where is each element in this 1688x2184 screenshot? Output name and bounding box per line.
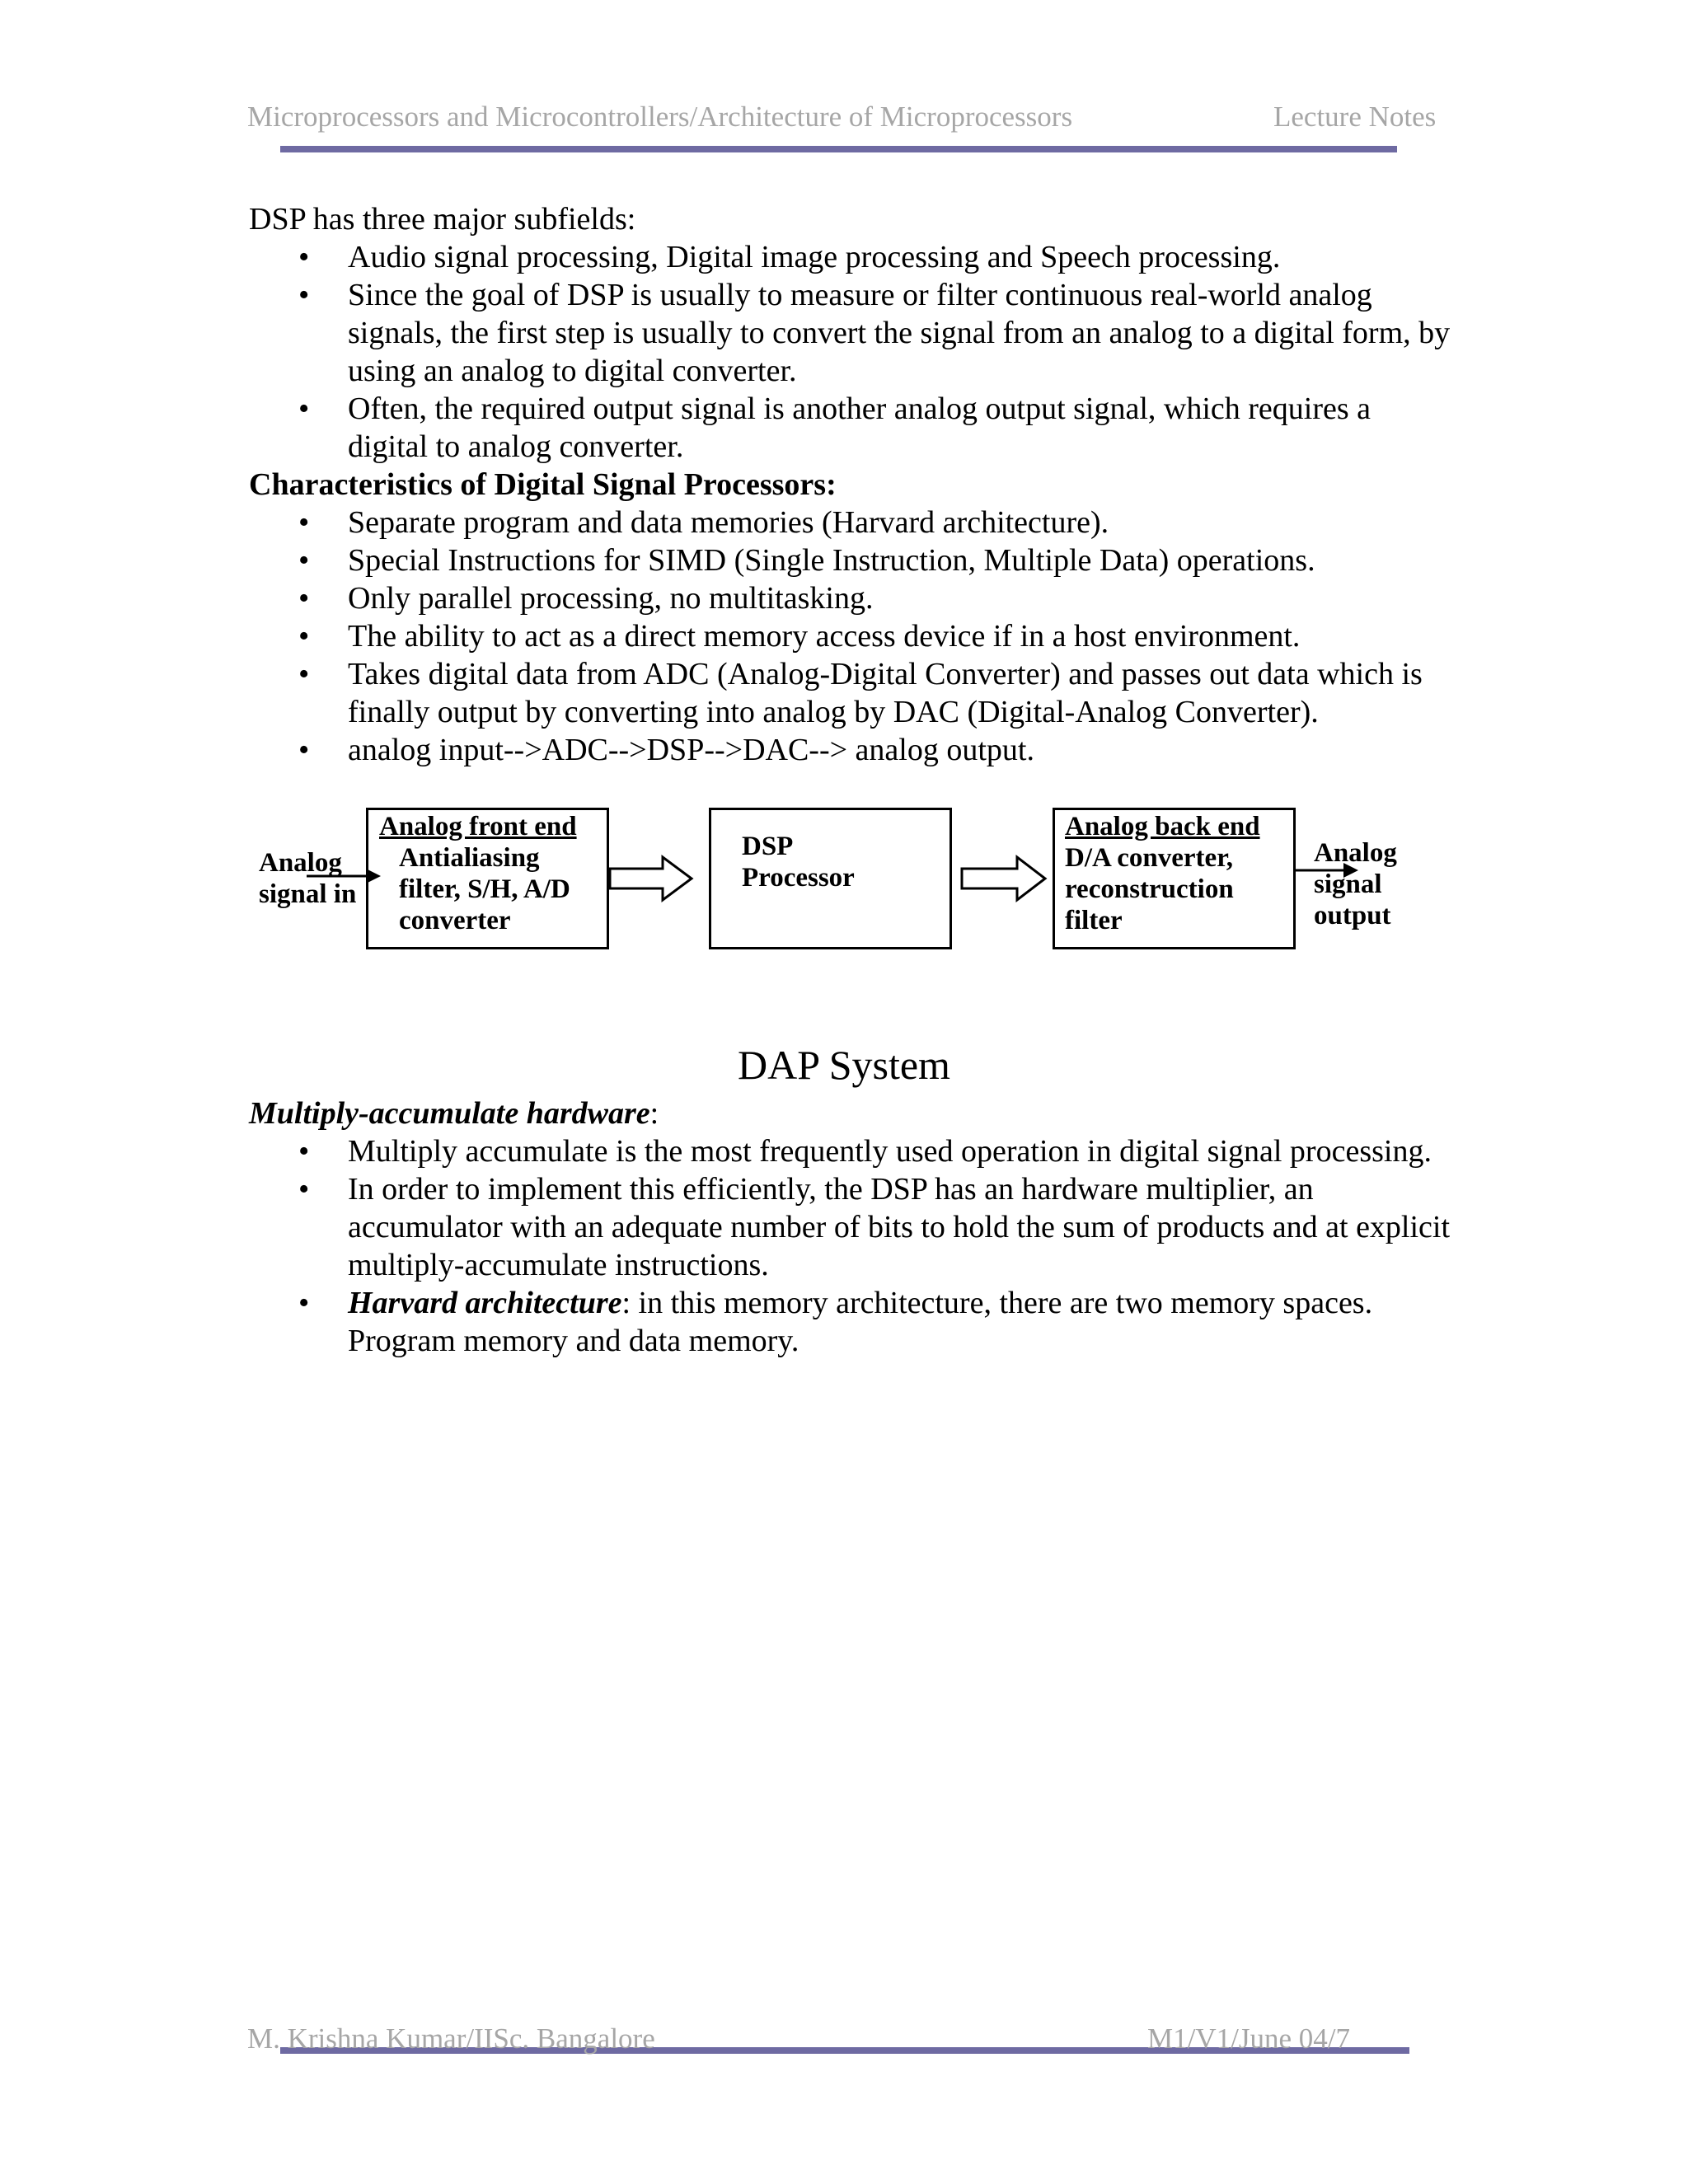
header-title: Microprocessors and Microcontrollers/Architecture of Microprocessors	[247, 101, 1073, 133]
output-label-line2: signal	[1314, 869, 1382, 899]
list-item	[249, 1132, 1452, 1170]
dsp-line2: Processor	[742, 863, 855, 893]
back-end-line3: filter	[1065, 906, 1123, 935]
back-end-line2: reconstruction	[1065, 874, 1234, 904]
bullet-icon: •	[298, 240, 310, 274]
mac-heading-line	[249, 1094, 1452, 1132]
list-item-text: Audio signal processing, Digital image processing and Speech processing.	[348, 240, 1281, 274]
back-end-line1: D/A converter,	[1065, 843, 1234, 873]
list-item	[249, 390, 1452, 466]
mac-section	[249, 1094, 1452, 1360]
main-content	[249, 200, 1452, 769]
back-end-title: Analog back end	[1065, 812, 1260, 841]
intro-lead: DSP has three major subfields:	[249, 202, 636, 237]
diagram-caption: DAP System	[738, 1042, 950, 1088]
hollow-arrow-icon	[610, 857, 692, 900]
list-item	[249, 1284, 1452, 1360]
list-item-text: Takes digital data from ADC (Analog-Digital Converter) and passes out data which is finally output by converting into analog by DAC (Digital-Analog Converter).	[348, 657, 1423, 729]
bullet-icon: •	[298, 1134, 310, 1169]
list-item-text: Multiply accumulate is the most frequently used operation in digital signal processing.	[348, 1134, 1432, 1169]
list-item-text: Separate program and data memories (Harvard architecture).	[348, 505, 1109, 540]
bullet-icon: •	[298, 505, 310, 540]
bullet-icon: •	[298, 733, 310, 767]
characteristics-list	[249, 504, 1452, 769]
list-item-text: Only parallel processing, no multitasking.	[348, 581, 874, 616]
list-item	[249, 504, 1452, 541]
output-label-line3: output	[1314, 901, 1391, 930]
input-label-line1: Analog	[259, 848, 342, 878]
list-item-text: Often, the required output signal is another analog output signal, which requires a digital to analog converter.	[348, 391, 1372, 464]
bullet-icon: •	[298, 391, 310, 426]
header-rule	[280, 146, 1397, 152]
dsp-line1: DSP	[742, 832, 794, 861]
list-item-text: In order to implement this efficiently, the DSP has an hardware multiplier, an accumulator with an adequate number of bits to hold the sum of products and at explicit multiply-accumulate instructions.	[348, 1172, 1451, 1282]
list-item	[249, 617, 1452, 655]
mac-heading-suffix: :	[649, 1096, 659, 1131]
bullet-icon: •	[298, 657, 310, 691]
bullet-icon: •	[298, 619, 310, 654]
header-label: Lecture Notes	[1273, 101, 1437, 133]
bullet-icon: •	[298, 581, 310, 616]
list-item-text: The ability to act as a direct memory access device if in a host environment.	[348, 619, 1301, 654]
bullet-icon: •	[298, 543, 310, 578]
footer-author: M. Krishna Kumar/IISc. Bangalore	[247, 2022, 655, 2055]
front-end-line2: filter, S/H, A/D	[399, 874, 570, 904]
bullet-icon: •	[298, 1172, 310, 1207]
intro-list	[249, 238, 1452, 466]
input-label-line2: signal in	[259, 879, 357, 909]
list-item	[249, 276, 1452, 390]
mac-list	[249, 1132, 1452, 1360]
list-item	[249, 579, 1452, 617]
bullet-icon: •	[298, 278, 310, 312]
list-item-text: Special Instructions for SIMD (Single Instruction, Multiple Data) operations.	[348, 543, 1315, 578]
list-item	[249, 1170, 1452, 1284]
dap-block-diagram	[249, 806, 1452, 979]
output-label-line1: Analog	[1314, 838, 1397, 868]
front-end-line3: converter	[399, 906, 511, 935]
characteristics-heading: Characteristics of Digital Signal Processors:	[249, 467, 837, 502]
list-item	[249, 238, 1452, 276]
list-item-text: Since the goal of DSP is usually to measure or filter continuous real-world analog signals, the first step is usually to convert the signal from an analog to a digital form, by using an analog to digital converter.	[348, 278, 1451, 388]
footer-page-ref: M1/V1/June 04/7	[1147, 2022, 1350, 2055]
harvard-text: : in this memory architecture, there are two memory spaces. Program memory and data memory.	[348, 1286, 1373, 1358]
list-item	[249, 655, 1452, 731]
bullet-icon: •	[298, 1286, 310, 1320]
list-item	[249, 541, 1452, 579]
front-end-title: Analog front end	[379, 812, 577, 841]
harvard-term: Harvard architecture	[348, 1286, 622, 1320]
front-end-line1: Antialiasing	[399, 843, 540, 873]
list-item	[249, 731, 1452, 769]
hollow-arrow-icon	[962, 857, 1045, 900]
mac-heading: Multiply-accumulate hardware	[249, 1096, 650, 1131]
list-item-text: analog input-->ADC-->DSP-->DAC--> analog output.	[348, 733, 1034, 767]
